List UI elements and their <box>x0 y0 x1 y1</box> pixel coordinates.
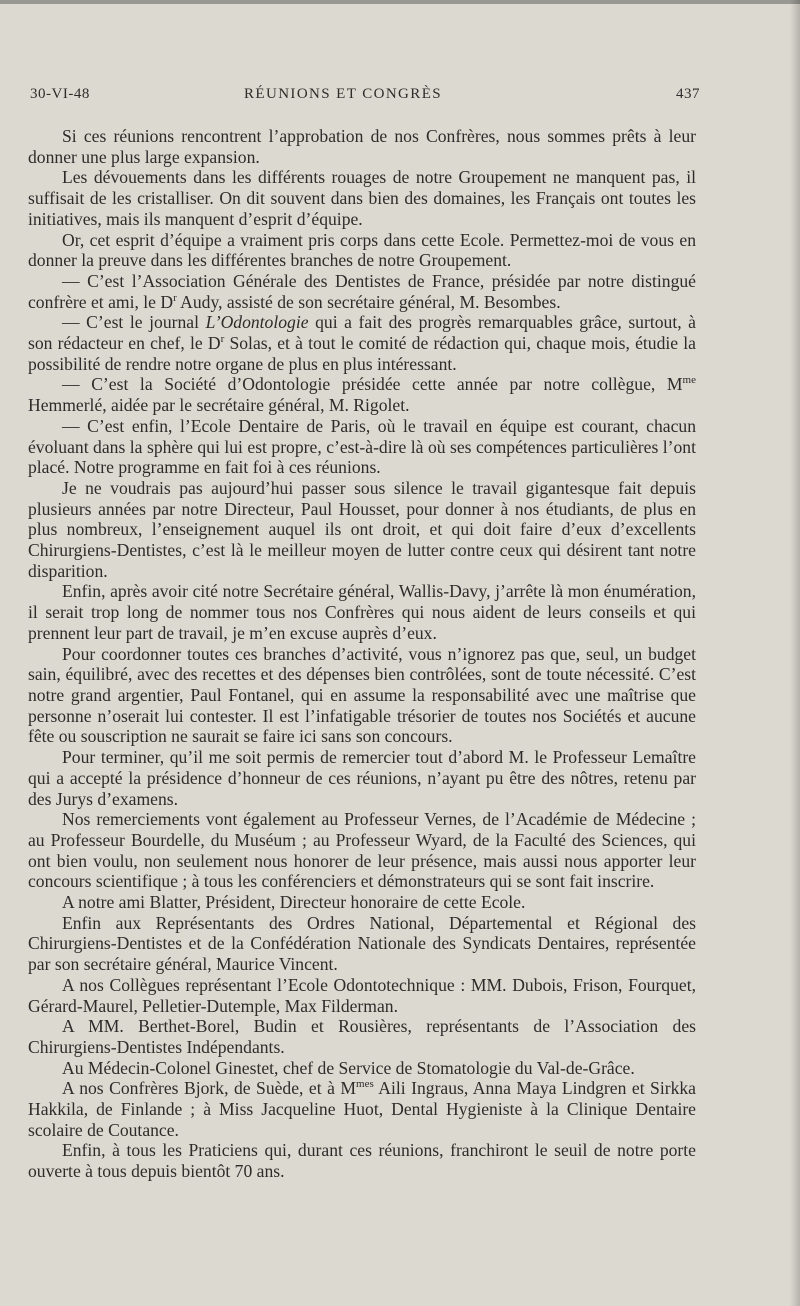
paragraph: A MM. Berthet-Borel, Budin et Rousières, représentants de l’Association des Chirurgiens-Dentistes Indépendants. <box>28 1016 696 1057</box>
paragraph: Enfin, après avoir cité notre Secrétaire général, Wallis-Davy, j’arrête là mon énumération, il serait trop long de nommer tous nos Confrères qui nous aident de leurs conseils et qui prennent leur part de travail, je m’en excuse auprès d’eux. <box>28 581 696 643</box>
paragraph: Enfin aux Représentants des Ordres National, Départemental et Régional des Chirurgiens-Dentistes et de la Confédération Nationale des Syndicats Dentaires, représentée par son secrétaire général, Maurice Vincent. <box>28 912 696 975</box>
paragraph: Si ces réunions rencontrent l’approbation de nos Confrères, nous sommes prêts à leur donner une plus large expansion. <box>28 126 696 167</box>
paragraph: — C’est la Société d’Odontologie présidée cette année par notre collègue, $M^{me}$ Hemmerlé, aidée par le secrétaire général, M. Rigolet. <box>28 374 696 416</box>
body-text <box>28 126 696 1182</box>
paragraph: Nos remerciements vont également au Professeur Vernes, de l’Académie de Médecine ; au Professeur Bourdelle, du Muséum ; au Professeur Wyard, de la Faculté des Sciences, qui ont bien voulu, non seulement nous honorer de leur présence, mais aussi nous apporter leur concours scientifique ; à tous les conférenciers et démonstrateurs qui se sont fait inscrire. <box>28 809 696 892</box>
paragraph: Or, cet esprit d’équipe a vraiment pris corps dans cette Ecole. Permettez-moi de vous en donner la preuve dans les différentes branches de notre Groupement. <box>28 229 696 271</box>
paragraph: Pour terminer, qu’il me soit permis de remercier tout d’abord M. le Professeur Lemaître qui a accepté la présidence d’honneur de ces réunions, n’ayant pu être des nôtres, retenu par des Jurys d’examens. <box>28 747 696 809</box>
paragraph: Les dévouements dans les différents rouages de notre Groupement ne manquent pas, il suffisait de les cristalliser. On dit souvent dans bien des domaines, les Français ont toutes les initiatives, mais ils manquent d’esprit d’équipe. <box>28 167 696 229</box>
paragraph: A nos Confrères Bjork, de Suède, et à $M^{mes}$ Aili Ingraus, Anna Maya Lindgren et Sirkka Hakkila, de Finlande ; à Miss Jacqueline Huot, Dental Hygieniste à la Clinique Dentaire scolaire de Coutance. <box>28 1078 696 1140</box>
paragraph: A notre ami Blatter, Président, Directeur honoraire de cette Ecole. <box>62 892 526 913</box>
paragraph: A nos Collègues représentant l’Ecole Odontotechnique : MM. Dubois, Frison, Fourquet, Gérard-Maurel, Pelletier-Dutemple, Max Filderman. <box>28 974 696 1016</box>
header-title: RÉUNIONS ET CONGRÈS <box>244 86 443 102</box>
paragraph: Pour coordonner toutes ces branches d’activité, vous n’ignorez pas que, seul, un budget sain, équilibré, avec des recettes et des dépenses bien contrôlées, sont de toute nécessité. C’est notre grand argentier, Paul Fontanel, qui en assume la responsabilité avec une maîtrise que personne n’oserait lui contester. Il est l’infatigable trésorier de toutes nos Sociétés et aucune fête ou souscription ne saurait se faire ici sans son concours. <box>28 643 696 747</box>
page-right-shadow <box>790 0 800 1306</box>
running-header <box>30 86 700 108</box>
page-top-edge <box>0 0 800 4</box>
paragraph: Enfin, à tous les Praticiens qui, durant ces réunions, franchiront le seuil de notre porte ouverte à tous depuis bientôt 70 ans. <box>28 1140 696 1182</box>
paragraph: — C’est enfin, l’Ecole Dentaire de Paris, où le travail en équipe est courant, chacun évoluant dans la sphère qui lui est propre, c’est-à-dire là où ses compétences particulières l’ont placé. Notre programme en fait foi à ces réunions. <box>28 415 696 478</box>
paragraph: Je ne voudrais pas aujourd’hui passer sous silence le travail gigantesque fait depuis plusieurs années par notre Directeur, Paul Housset, pour donner à nos étudiants, de plus en plus nombreux, l’enseignement auquel ils ont droit, et qui doit faire d’eux d’excellents Chirurgiens-Dentistes, c’est là le meilleur moyen de lutter contre ceux qui désirent tant notre disparition. <box>28 477 696 581</box>
paragraph: Au Médecin-Colonel Ginestet, chef de Service de Stomatologie du Val-de-Grâce. <box>62 1057 635 1078</box>
paragraph: — C’est l’Association Générale des Dentistes de France, présidée par notre distingué confrère et ami, le $D^r$ Audy, assisté de son secrétaire général, M. Besombes. <box>28 270 696 312</box>
page-number: 437 <box>676 86 700 102</box>
header-date: 30-VI-48 <box>30 86 90 102</box>
paragraph: — C’est le journal L’Odontologie qui a fait des progrès remarquables grâce, surtout, à son rédacteur en chef, le $D^r$ Solas, et à tout le comité de rédaction qui, chaque mois, étudie la possibilité de rendre notre organe de plus en plus intéressant. <box>28 312 696 374</box>
